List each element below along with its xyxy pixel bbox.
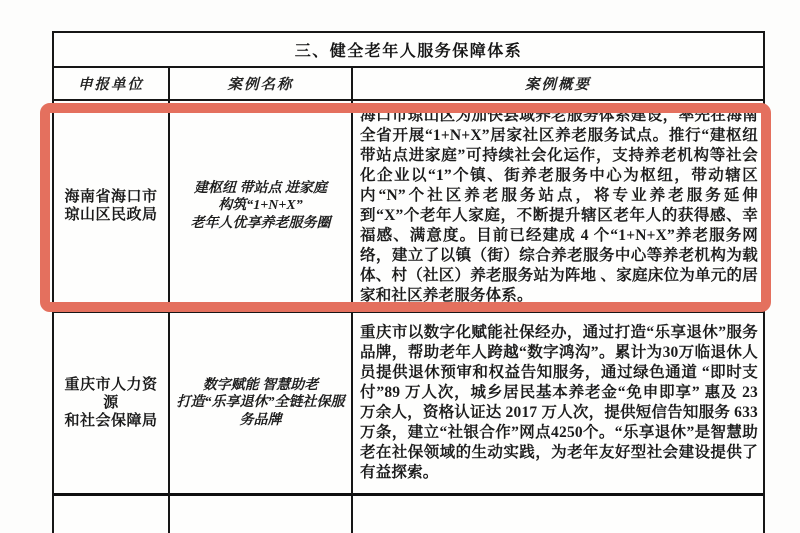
column-header-case-name-cell xyxy=(170,68,353,101)
column-header-summary-cell xyxy=(353,68,763,101)
column-header-summary: 案例概要 xyxy=(525,77,591,93)
row-1-case-name-cell xyxy=(170,101,353,313)
case-table xyxy=(52,31,765,533)
section-title-cell xyxy=(54,33,763,68)
row-2-case-name: 数字赋能 智慧助老 打造“乐享退休”全链社保服 务品牌 xyxy=(176,377,345,428)
row-2-case-name-cell xyxy=(170,313,353,496)
column-header-unit: 申报单位 xyxy=(78,77,144,93)
section-title: 三、健全老年人服务保障体系 xyxy=(294,43,523,60)
row-2-summary-cell xyxy=(353,313,763,496)
row-2-unit-name: 重庆市人力资源 和社会保障局 xyxy=(64,376,158,429)
row-3-case-name-cell xyxy=(170,496,353,533)
row-1-unit-cell xyxy=(54,101,170,313)
row-1-case-name: 建枢纽 带站点 进家庭 构筑“1+N+X” 老年人优享养老服务圈 xyxy=(190,180,331,231)
row-1-summary: 海口市琼山区为加快县域养老服务体系建设，率先在海南全省开展“1+N+X”居家社区养老服务试点。推行“建枢纽带站点进家庭”可持续社会化运作，支持养老机构等社会化企业以“1”个镇、街养老服务中心为枢纽，带动辖区内“N”个社区养老服务站点，将专业养老服务延伸到“X”个老年人家庭，不断提升辖区老年人的获得感、幸福感、满意度。目前已经建成 4 个“1+N+X”养老服务网络，建立了以镇（街）综合养老服务中心等养老机构为载体、村（社区）养老服务站为阵地 、家庭床位为单元的居家和社区养老服务体系。 xyxy=(360,107,758,304)
row-2-unit-cell xyxy=(54,313,170,496)
column-header-case-name: 案例名称 xyxy=(227,77,294,93)
row-3-summary-cell xyxy=(353,496,763,533)
row-2-summary: 重庆市以数字化赋能社保经办，通过打造“乐享退休”服务品牌，帮助老年人跨越“数字鸿沟”。累计为30万临退休人员提供退休预审和权益告知服务，通过绿色通道 “即时支付”89 万人次，城乡居民基本养老金“免申即享” 惠及 23 万余人，资格认证达 2017 万人次，提供短信告知服务 633 万条，建立“社银合作”网点4250个。“乐享退休”是智慧助老在社保领域的生动实践，为老年友好型社会建设提供了有益探索。 xyxy=(360,324,758,481)
column-header-unit-cell xyxy=(54,68,170,101)
row-1-unit-name: 海南省海口市 琼山区民政局 xyxy=(64,188,158,223)
row-3-unit-cell xyxy=(54,496,170,533)
row-1-summary-cell xyxy=(353,101,763,313)
